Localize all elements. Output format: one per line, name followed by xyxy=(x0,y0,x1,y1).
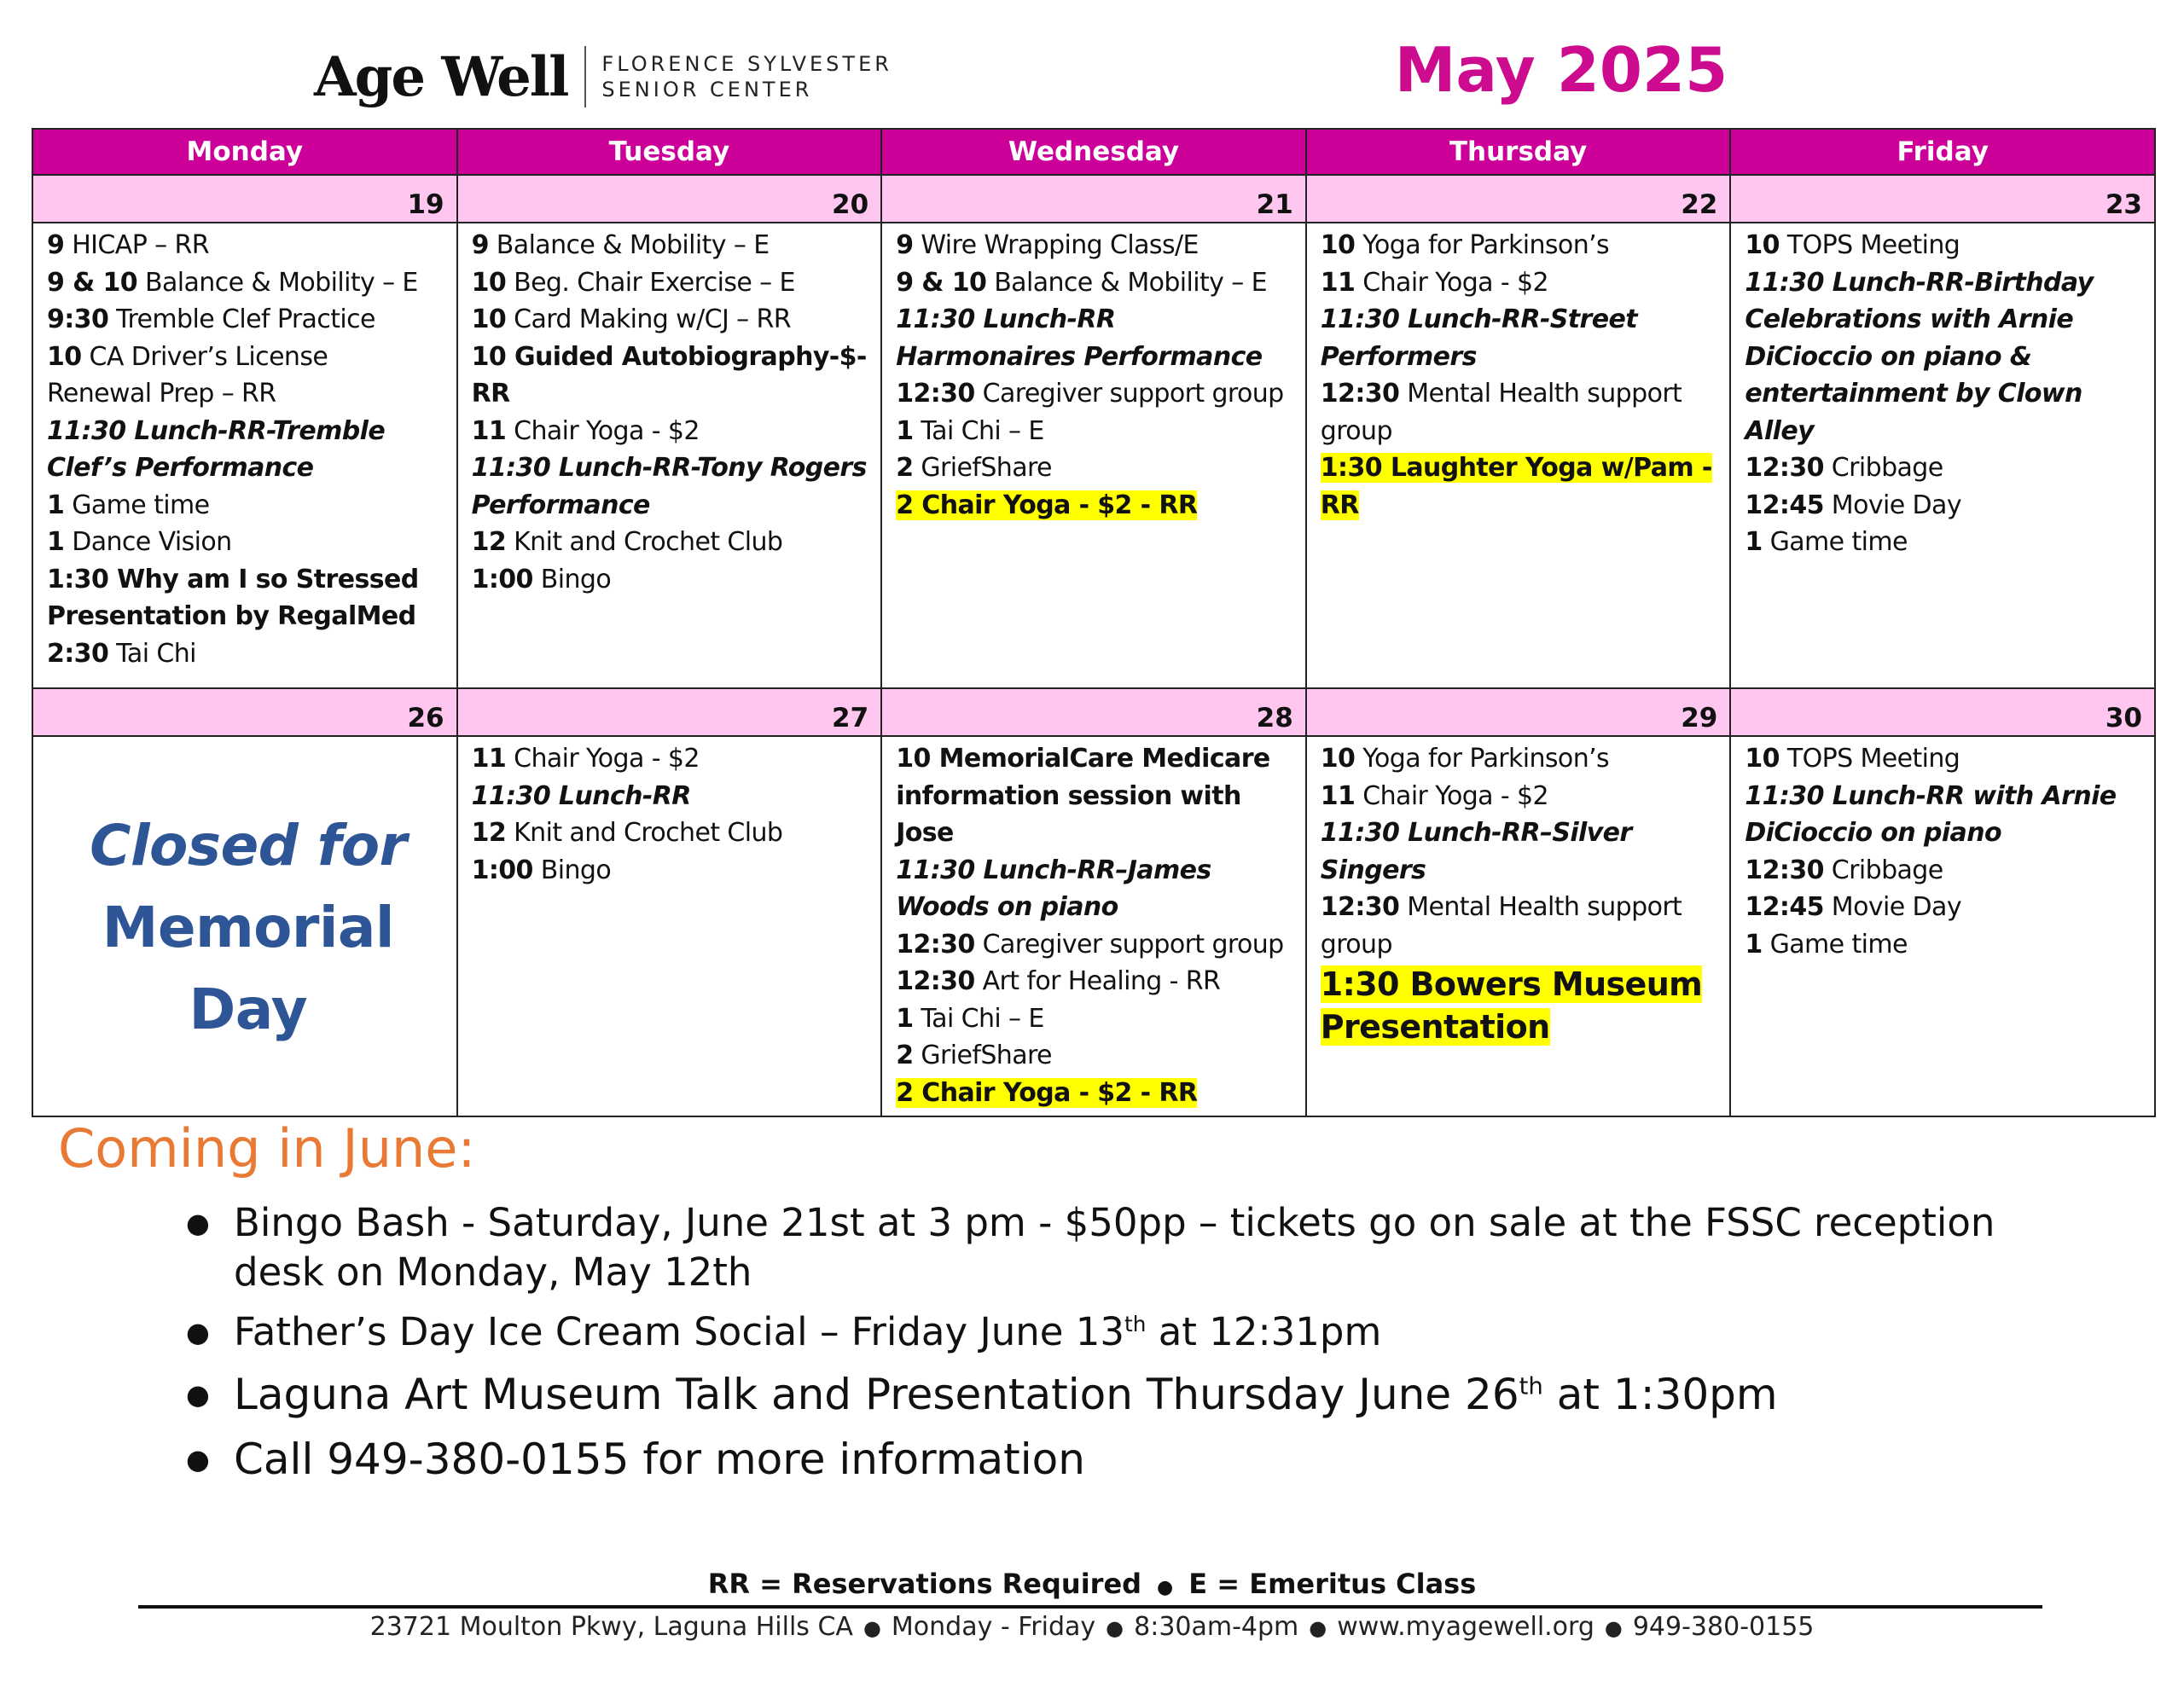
day-events-cell xyxy=(1730,223,2155,688)
event-time: 11 xyxy=(471,415,507,446)
event-text: Mental Health support xyxy=(1399,379,1682,409)
event-time: 9 & 10 xyxy=(896,267,987,298)
event-time: 1 xyxy=(896,1003,914,1034)
closed-notice-line: Day xyxy=(189,977,308,1042)
event-text: RR xyxy=(471,379,510,409)
coming-item-text: Father’s Day Ice Cream Social – Friday June 13 xyxy=(234,1309,1125,1354)
event-line xyxy=(896,487,1298,525)
logo-subtitle-line-2: SENIOR CENTER xyxy=(601,78,813,101)
event-time: 9 xyxy=(471,230,489,260)
event-text: group xyxy=(1320,415,1392,446)
logo-wordmark: Age Well xyxy=(314,44,568,109)
coming-in-june-heading: Coming in June: xyxy=(58,1117,476,1180)
event-line xyxy=(1745,413,2147,450)
event-text: Celebrations with Arnie xyxy=(1745,304,2074,334)
event-text: 1:30 Laughter Yoga w/Pam - xyxy=(1320,453,1712,483)
event-text: Caregiver support group xyxy=(974,379,1284,409)
event-time: 1:00 xyxy=(471,564,533,594)
event-text: Beg. Chair Exercise – E xyxy=(506,267,795,298)
event-text: 11:30 Lunch-RR-Street xyxy=(1320,304,1637,334)
date-number: 30 xyxy=(1730,688,2155,736)
event-line xyxy=(896,963,1298,1000)
event-text: Movie Day xyxy=(1823,892,1961,922)
event-text: Balance & Mobility – E xyxy=(137,267,418,298)
event-line xyxy=(472,413,874,450)
event-text: DiCioccio on piano xyxy=(1745,818,2001,848)
event-time: 12:30 xyxy=(1320,379,1400,409)
event-line xyxy=(47,264,450,302)
event-line xyxy=(896,227,1298,264)
event-text: entertainment by Clown xyxy=(1745,379,2082,409)
event-line xyxy=(47,375,450,413)
event-text: GriefShare xyxy=(913,453,1052,483)
event-time: 9 xyxy=(896,230,914,260)
event-text: Jose xyxy=(896,818,954,848)
age-well-logo xyxy=(314,34,892,119)
event-line xyxy=(47,227,450,264)
event-time: 11 xyxy=(1320,267,1356,298)
event-line xyxy=(472,339,874,376)
event-line xyxy=(896,339,1298,376)
event-text: 10 Guided Autobiography-$- xyxy=(471,341,867,372)
event-time: 9:30 xyxy=(47,304,109,334)
event-line xyxy=(1321,449,1723,487)
event-time: 11 xyxy=(1320,780,1356,811)
coming-item-text: Laguna Art Museum Talk and Presentation Thursday June 26 xyxy=(234,1370,1519,1419)
bullet-separator: ● xyxy=(1309,1616,1327,1640)
weekday-friday: Friday xyxy=(1730,129,2155,175)
bullet-separator: ● xyxy=(1106,1616,1124,1640)
event-text: Bingo xyxy=(532,855,612,885)
event-text: Renewal Prep – RR xyxy=(47,379,276,409)
event-line xyxy=(1321,815,1723,852)
event-line xyxy=(896,926,1298,964)
event-line xyxy=(1745,487,2147,525)
coming-item-text: Bingo Bash - Saturday, June 21st at 3 pm - $50pp – tickets go on sale at the FSSC reception desk on Monday, May 12th xyxy=(234,1200,1995,1295)
event-line xyxy=(896,264,1298,302)
event-line xyxy=(1745,227,2147,264)
event-text: Balance & Mobility – E xyxy=(986,267,1267,298)
event-line xyxy=(1745,815,2147,852)
event-line xyxy=(472,815,874,852)
event-text: Yoga for Parkinson’s xyxy=(1355,230,1610,260)
event-line xyxy=(896,740,1298,778)
event-time: 11 xyxy=(471,744,507,774)
day-events-cell xyxy=(457,223,882,688)
event-line xyxy=(896,449,1298,487)
event-time: 10 xyxy=(471,304,507,334)
event-line xyxy=(1745,375,2147,413)
date-number: 26 xyxy=(32,688,457,736)
event-line xyxy=(896,889,1298,926)
event-time: 12:30 xyxy=(1320,892,1400,922)
event-text: information session with xyxy=(896,780,1241,811)
event-time: 12:30 xyxy=(896,929,975,959)
event-line xyxy=(472,227,874,264)
event-time: 12:30 xyxy=(896,379,975,409)
event-line xyxy=(1321,740,1723,778)
event-line xyxy=(472,449,874,487)
event-line xyxy=(47,561,450,599)
event-text: 2 Chair Yoga - $2 - RR xyxy=(896,1077,1198,1108)
logo-subtitle xyxy=(601,51,892,102)
coming-item xyxy=(188,1432,2094,1487)
event-line xyxy=(896,778,1298,815)
event-line xyxy=(1745,449,2147,487)
event-line xyxy=(1321,375,1723,413)
week-1-date-row xyxy=(32,175,2155,223)
event-time: 10 xyxy=(47,341,82,372)
event-text: Performance xyxy=(471,490,650,520)
closed-notice-line: Closed for xyxy=(90,813,407,878)
event-line xyxy=(47,413,450,450)
event-time: 1 xyxy=(896,415,914,446)
weekday-tuesday: Tuesday xyxy=(457,129,882,175)
event-line xyxy=(1321,264,1723,302)
event-time: 10 xyxy=(1320,230,1356,260)
event-line xyxy=(896,375,1298,413)
event-line xyxy=(1745,889,2147,926)
event-time: 10 xyxy=(1320,744,1356,774)
event-text: Caregiver support group xyxy=(974,929,1284,959)
event-line xyxy=(1321,413,1723,450)
event-text: Performers xyxy=(1320,341,1477,372)
event-line xyxy=(1745,524,2147,561)
event-text: 2 Chair Yoga - $2 - RR xyxy=(896,490,1198,520)
day-events-cell xyxy=(1306,223,1731,688)
event-text: Singers xyxy=(1320,855,1426,885)
day-events-cell xyxy=(32,223,457,688)
event-text: Alley xyxy=(1745,415,1815,446)
event-line xyxy=(896,1075,1298,1112)
event-line xyxy=(1321,778,1723,815)
coming-item xyxy=(188,1198,2094,1297)
event-line xyxy=(47,524,450,561)
event-line xyxy=(47,301,450,339)
event-text: Presentation xyxy=(1320,1008,1550,1046)
date-number: 21 xyxy=(881,175,1306,223)
event-line xyxy=(472,487,874,525)
event-time: 9 & 10 xyxy=(47,267,138,298)
coming-item-text: at 12:31pm xyxy=(1146,1309,1382,1354)
event-text: GriefShare xyxy=(913,1041,1052,1070)
week-1-events-row xyxy=(32,223,2155,688)
event-text: Game time xyxy=(1762,527,1908,557)
event-text: HICAP – RR xyxy=(64,230,209,260)
event-line xyxy=(1745,339,2147,376)
event-text: CA Driver’s License xyxy=(81,341,328,372)
date-number: 29 xyxy=(1306,688,1731,736)
event-text: 10 MemorialCare Medicare xyxy=(896,744,1270,774)
footer-website[interactable]: www.myagewell.org xyxy=(1337,1612,1594,1642)
event-text: Chair Yoga - $2 xyxy=(506,744,700,774)
date-number: 20 xyxy=(457,175,882,223)
event-text: Tai Chi – E xyxy=(913,415,1044,446)
event-line xyxy=(1321,1006,1723,1048)
event-text: 11:30 Lunch-RR xyxy=(896,304,1116,334)
event-text: Mental Health support xyxy=(1399,892,1682,922)
event-line xyxy=(896,815,1298,852)
event-text: Knit and Crochet Club xyxy=(506,527,783,557)
day-events-cell xyxy=(1306,736,1731,1116)
event-text: Balance & Mobility – E xyxy=(488,230,770,260)
event-line xyxy=(472,561,874,599)
event-text: Game time xyxy=(1762,929,1908,959)
event-text: RR xyxy=(1320,490,1359,520)
event-time: 12:30 xyxy=(896,966,975,996)
event-time: 9 xyxy=(47,230,65,260)
logo-subtitle-line-1: FLORENCE SYLVESTER xyxy=(601,52,892,76)
bullet-separator: ● xyxy=(863,1616,881,1640)
event-line xyxy=(1321,339,1723,376)
event-text: 1:30 Bowers Museum xyxy=(1320,965,1703,1003)
event-text: Wire Wrapping Class/E xyxy=(913,230,1199,260)
footer-days: Monday - Friday xyxy=(891,1612,1096,1642)
event-time: 10 xyxy=(1745,230,1780,260)
legend xyxy=(0,1568,2184,1600)
event-line xyxy=(1745,740,2147,778)
coming-item-text: Call 949-380-0155 for more information xyxy=(234,1435,1085,1484)
event-text: Cribbage xyxy=(1823,855,1943,885)
event-line xyxy=(472,524,874,561)
event-text: Knit and Crochet Club xyxy=(506,818,783,848)
event-text: Tai Chi – E xyxy=(913,1003,1044,1034)
event-text: Chair Yoga - $2 xyxy=(506,415,700,446)
calendar-grid xyxy=(32,128,2156,1117)
event-time: 12:45 xyxy=(1745,490,1824,520)
event-line xyxy=(1321,487,1723,525)
day-events-cell xyxy=(881,223,1306,688)
event-text: group xyxy=(1320,929,1392,959)
event-text: Chair Yoga - $2 xyxy=(1355,780,1549,811)
day-events-cell xyxy=(1730,736,2155,1116)
event-time: 12 xyxy=(471,818,507,848)
event-text: Presentation by RegalMed xyxy=(47,601,416,631)
page-header xyxy=(0,0,2184,128)
event-line xyxy=(896,413,1298,450)
bullet-separator: ● xyxy=(1157,1577,1174,1598)
event-text: TOPS Meeting xyxy=(1779,230,1960,260)
closed-notice-line: Memorial xyxy=(102,895,394,960)
event-text: Game time xyxy=(64,490,210,520)
footer-info xyxy=(0,1612,2184,1642)
event-line xyxy=(896,1037,1298,1075)
event-text: 11:30 Lunch-RR–James xyxy=(896,855,1211,885)
event-text: 11:30 Lunch-RR with Arnie xyxy=(1745,780,2117,811)
event-text: Card Making w/CJ – RR xyxy=(506,304,791,334)
event-text: Harmonaires Performance xyxy=(896,341,1263,372)
footer-hours: 8:30am-4pm xyxy=(1134,1612,1299,1642)
day-events-cell xyxy=(457,736,882,1116)
event-line xyxy=(1745,301,2147,339)
event-line xyxy=(47,339,450,376)
event-line xyxy=(1321,926,1723,964)
month-title: May 2025 xyxy=(1394,34,1728,106)
event-line xyxy=(472,264,874,302)
event-line xyxy=(47,635,450,673)
coming-item xyxy=(188,1367,2094,1422)
event-line xyxy=(1321,963,1723,1006)
event-line xyxy=(896,852,1298,890)
event-text: Clef’s Performance xyxy=(47,453,314,483)
event-line xyxy=(472,375,874,413)
event-time: 1 xyxy=(47,527,65,557)
event-line xyxy=(1745,852,2147,890)
event-line xyxy=(1321,301,1723,339)
event-text: DiCioccio on piano & xyxy=(1745,341,2032,372)
event-time: 1 xyxy=(1745,929,1763,959)
event-time: 2 xyxy=(896,453,914,483)
weekday-wednesday: Wednesday xyxy=(881,129,1306,175)
event-time: 12:30 xyxy=(1745,855,1824,885)
event-text: Movie Day xyxy=(1823,490,1961,520)
date-number: 22 xyxy=(1306,175,1731,223)
event-text: TOPS Meeting xyxy=(1779,744,1960,774)
event-time: 1 xyxy=(47,490,65,520)
date-number: 19 xyxy=(32,175,457,223)
event-text: Cribbage xyxy=(1823,453,1943,483)
date-number: 28 xyxy=(881,688,1306,736)
event-time: 10 xyxy=(1745,744,1780,774)
event-text: Yoga for Parkinson’s xyxy=(1355,744,1610,774)
closed-notice-cell xyxy=(32,736,457,1116)
legend-e: E = Emeritus Class xyxy=(1188,1568,1477,1600)
event-text: 11:30 Lunch-RR-Birthday xyxy=(1745,267,2094,298)
footer-address: 23721 Moulton Pkwy, Laguna Hills CA xyxy=(369,1612,853,1642)
bullet-separator: ● xyxy=(1604,1616,1623,1640)
event-text: Art for Healing - RR xyxy=(974,966,1221,996)
event-line xyxy=(47,598,450,635)
event-line xyxy=(472,852,874,890)
event-line xyxy=(472,301,874,339)
week-2-date-row xyxy=(32,688,2155,736)
event-text: 11:30 Lunch-RR xyxy=(471,780,691,811)
event-line xyxy=(472,778,874,815)
week-2-events-row xyxy=(32,736,2155,1116)
ordinal-suffix: th xyxy=(1124,1312,1147,1336)
event-time: 12:30 xyxy=(1745,453,1824,483)
event-line xyxy=(1745,926,2147,964)
event-time: 2:30 xyxy=(47,638,109,669)
event-line xyxy=(47,487,450,525)
footer-phone: 949-380-0155 xyxy=(1632,1612,1815,1642)
event-text: Bingo xyxy=(532,564,612,594)
event-line xyxy=(896,1000,1298,1038)
event-text: 11:30 Lunch-RR–Silver xyxy=(1320,818,1632,848)
coming-item-text: at 1:30pm xyxy=(1542,1370,1778,1419)
event-line xyxy=(1745,264,2147,302)
event-text: Tai Chi xyxy=(108,638,196,669)
day-events-cell xyxy=(881,736,1306,1116)
event-text: Dance Vision xyxy=(64,527,232,557)
event-text: 11:30 Lunch-RR-Tremble xyxy=(47,415,386,446)
legend-rr: RR = Reservations Required xyxy=(707,1568,1142,1600)
event-time: 12 xyxy=(471,527,507,557)
event-time: 1:00 xyxy=(471,855,533,885)
event-text: Tremble Clef Practice xyxy=(108,304,375,334)
event-time: 10 xyxy=(471,267,507,298)
footer-divider xyxy=(138,1605,2042,1609)
event-line xyxy=(47,449,450,487)
logo-divider xyxy=(584,46,586,107)
event-line xyxy=(896,301,1298,339)
weekday-header-row xyxy=(32,129,2155,175)
event-time: 2 xyxy=(896,1041,914,1070)
event-text: Chair Yoga - $2 xyxy=(1355,267,1549,298)
weekday-thursday: Thursday xyxy=(1306,129,1731,175)
event-line xyxy=(472,740,874,778)
event-line xyxy=(1321,227,1723,264)
event-text: 1:30 Why am I so Stressed xyxy=(47,564,419,594)
ordinal-suffix: th xyxy=(1519,1372,1543,1400)
date-number: 23 xyxy=(1730,175,2155,223)
weekday-monday: Monday xyxy=(32,129,457,175)
event-text: 11:30 Lunch-RR-Tony Rogers xyxy=(471,453,867,483)
coming-item xyxy=(188,1307,2094,1357)
event-line xyxy=(1745,778,2147,815)
date-number: 27 xyxy=(457,688,882,736)
event-time: 1 xyxy=(1745,527,1763,557)
event-line xyxy=(1321,852,1723,890)
event-text: Woods on piano xyxy=(896,892,1118,922)
event-line xyxy=(1321,889,1723,926)
coming-in-june-list xyxy=(188,1198,2094,1497)
event-time: 12:45 xyxy=(1745,892,1824,922)
